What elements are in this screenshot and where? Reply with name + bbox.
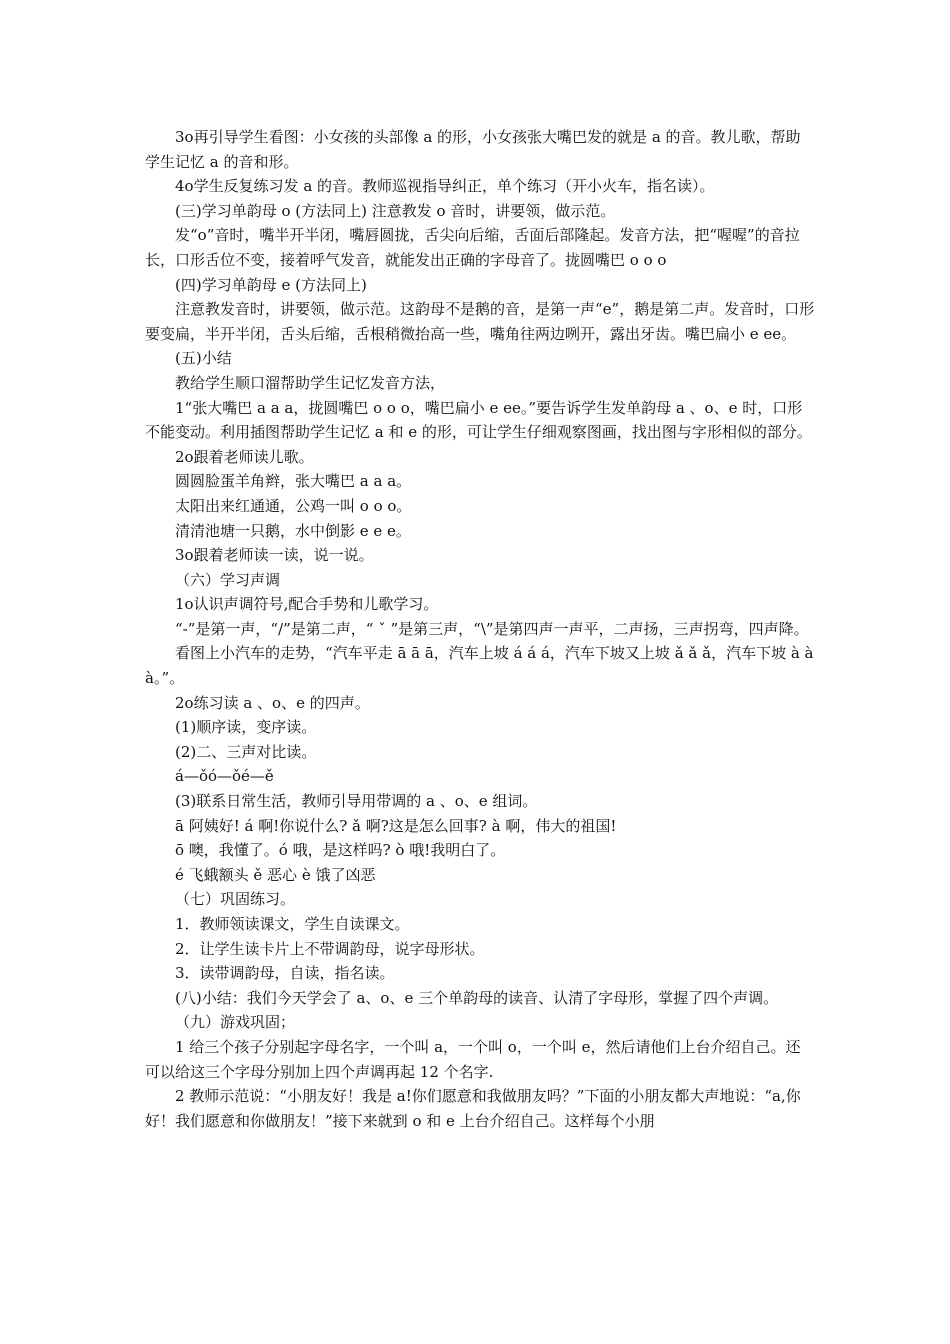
rhyme-line: 圆圆脸蛋羊角辫，张大嘴巴 a a a。 <box>175 472 412 491</box>
list-item: 1．教师领读课文，学生自读课文。 <box>175 915 410 933</box>
paragraph: 3o再引导学生看图：小女孩的头部像 a 的形，小女孩张大嘴巴发的就是 a 的音。教儿歌，帮助学生记忆 a 的音和形。 <box>145 128 801 171</box>
paragraph: é 飞蛾额头 ě 恶心 è 饿了凶恶 <box>175 865 376 884</box>
paragraph: 2o练习读 a 、o、e 的四声。 <box>175 693 370 712</box>
paragraph: (3)联系日常生活，教师引导用带调的 a 、o、e 组词。 <box>175 792 538 811</box>
list-item: 3．读带调韵母，自读，指名读。 <box>175 964 395 983</box>
paragraph: 3o跟着老师读一读，说一说。 <box>175 546 374 565</box>
paragraph: (1)顺序读，变序读。 <box>175 718 317 737</box>
paragraph: 2o跟着老师读儿歌。 <box>175 447 314 466</box>
section-heading: （六）学习声调 <box>175 570 281 589</box>
rhyme-line: 清清池塘一只鹅，水中倒影 e e e。 <box>175 521 411 540</box>
paragraph: ō 噢，我懂了。ó 哦，是这样吗? ò 哦!我明白了。 <box>175 841 506 860</box>
document-body <box>145 125 815 1133</box>
paragraph: 2 教师示范说：“小朋友好！我是 a!你们愿意和我做朋友吗？”下面的小朋友都大声地说：“a,你好！我们愿意和你做朋友！”接下来就到 o 和 e 上台介绍自己。这样每个小朋 <box>145 1087 801 1130</box>
paragraph: 1o认识声调符号,配合手势和儿歌学习。 <box>175 595 439 614</box>
paragraph: (八)小结：我们今天学会了 a、o、e 三个单韵母的读音、认清了字母形，掌握了四个声调。 <box>175 988 779 1007</box>
list-item: 2．让学生读卡片上不带调韵母，说字母形状。 <box>175 939 485 958</box>
rhyme-line: 太阳出来红通通，公鸡一叫 o o o。 <box>175 496 412 515</box>
paragraph: 教给学生顺口溜帮助学生记忆发音方法， <box>175 373 446 392</box>
paragraph: 看图上小汽车的走势，“汽车平走 ā ā ā，汽车上坡 á á á，汽车下坡又上坡 ǎ ǎ ǎ，汽车下坡 à à à。”。 <box>145 644 814 688</box>
paragraph: (三)学习单韵母 o (方法同上) 注意教发 o 音时，讲要领，做示范。 <box>175 201 616 220</box>
paragraph: (四)学习单韵母 e (方法同上) <box>175 275 367 294</box>
paragraph: “-”是第一声，“/”是第二声，“ ˇ ”是第三声，“\”是第四声一声平，二声扬，三声拐弯，四声降。 <box>175 619 809 638</box>
section-heading: (五)小结 <box>175 349 232 368</box>
paragraph: 注意教发音时，讲要领，做示范。这韵母不是鹅的音，是第一声“e”，鹅是第二声。发音时，口形要变扁，半开半闭，舌头后缩，舌根稍微抬高一些，嘴角往两边咧开，露出牙齿。嘴巴扁小 e ee。 <box>145 300 815 343</box>
section-heading: （九）游戏巩固； <box>175 1013 296 1032</box>
paragraph: 发“o”音时，嘴半开半闭，嘴唇圆拢，舌尖向后缩，舌面后部隆起。发音方法，把“喔喔”的音拉长，口形舌位不变，接着呼气发音，就能发出正确的字母音了。拢圆嘴巴 o o o <box>145 226 800 269</box>
section-heading: （七）巩固练习。 <box>175 890 296 909</box>
paragraph: 1“张大嘴巴 a a a，拢圆嘴巴 o o o，嘴巴扁小 e ee。”要告诉学生发单韵母 a 、o、e 时，口形不能变动。利用插图帮助学生记忆 a 和 e 的形，可让学生仔细观察图画，找出图与字形相似的部分。 <box>145 398 812 442</box>
paragraph: 4o学生反复练习发 a 的音。教师巡视指导纠正，单个练习（开小火车，指名读）。 <box>175 177 715 196</box>
paragraph: á—ǒó—ǒé—ě <box>175 767 274 786</box>
paragraph: ā 阿姨好! á 啊!你说什么? ǎ 啊?这是怎么回事? à 啊，伟大的祖国! <box>175 816 617 835</box>
paragraph: (2)二、三声对比读。 <box>175 742 317 761</box>
paragraph: 1 给三个孩子分别起字母名字，一个叫 a，一个叫 o，一个叫 e，然后请他们上台介绍自己。还可以给这三个字母分别加上四个声调再起 12 个名字. <box>145 1037 801 1081</box>
